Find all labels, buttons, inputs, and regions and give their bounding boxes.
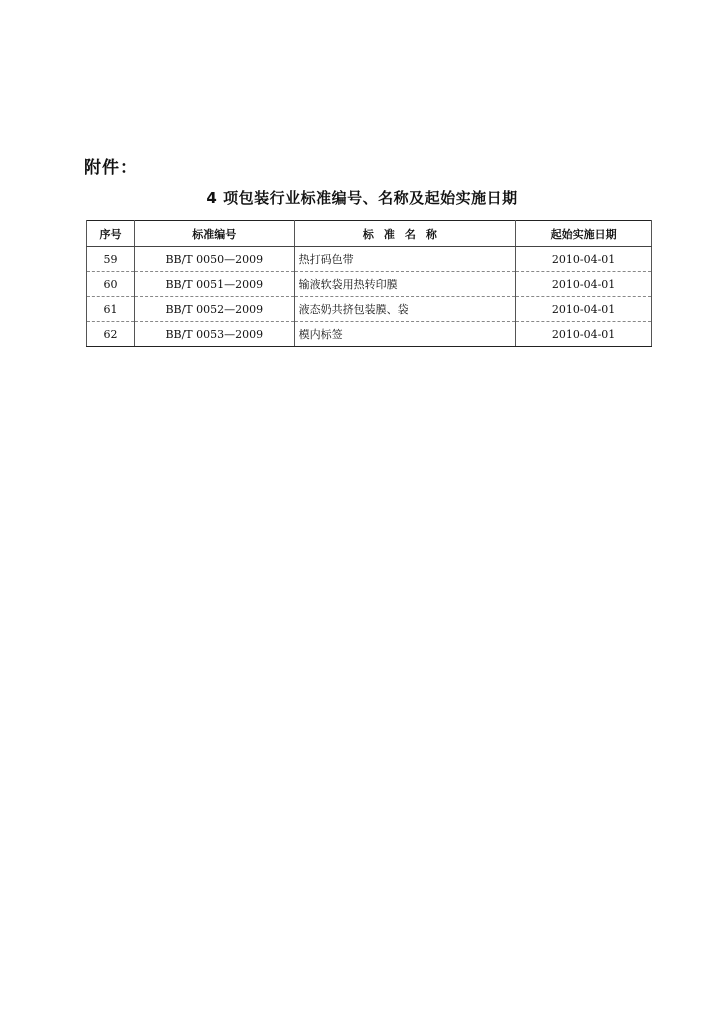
cell-seq: 59 xyxy=(87,247,135,272)
cell-date: 2010-04-01 xyxy=(516,247,652,272)
table-row xyxy=(87,247,652,272)
cell-code: BB/T 0050—2009 xyxy=(134,247,294,272)
table-row xyxy=(87,272,652,297)
header-seq: 序号 xyxy=(87,221,135,247)
cell-name: 液态奶共挤包装膜、袋 xyxy=(294,297,516,322)
cell-seq: 60 xyxy=(87,272,135,297)
cell-seq: 62 xyxy=(87,322,135,347)
cell-date: 2010-04-01 xyxy=(516,322,652,347)
cell-seq: 61 xyxy=(87,297,135,322)
cell-code: BB/T 0052—2009 xyxy=(134,297,294,322)
cell-name: 热打码色带 xyxy=(294,247,516,272)
attachment-label: 附件： xyxy=(84,158,138,178)
standards-table xyxy=(86,220,652,347)
table-row xyxy=(87,297,652,322)
header-date: 起始实施日期 xyxy=(516,221,652,247)
cell-code: BB/T 0053—2009 xyxy=(134,322,294,347)
cell-date: 2010-04-01 xyxy=(516,297,652,322)
header-name: 标准名称 xyxy=(294,221,516,247)
cell-date: 2010-04-01 xyxy=(516,272,652,297)
cell-name: 输液软袋用热转印膜 xyxy=(294,272,516,297)
table-header-row xyxy=(87,221,652,247)
cell-code: BB/T 0051—2009 xyxy=(134,272,294,297)
header-code: 标准编号 xyxy=(134,221,294,247)
cell-name: 模内标签 xyxy=(294,322,516,347)
document-title: 4 项包装行业标准编号、名称及起始实施日期 xyxy=(206,189,518,207)
table-row xyxy=(87,322,652,347)
